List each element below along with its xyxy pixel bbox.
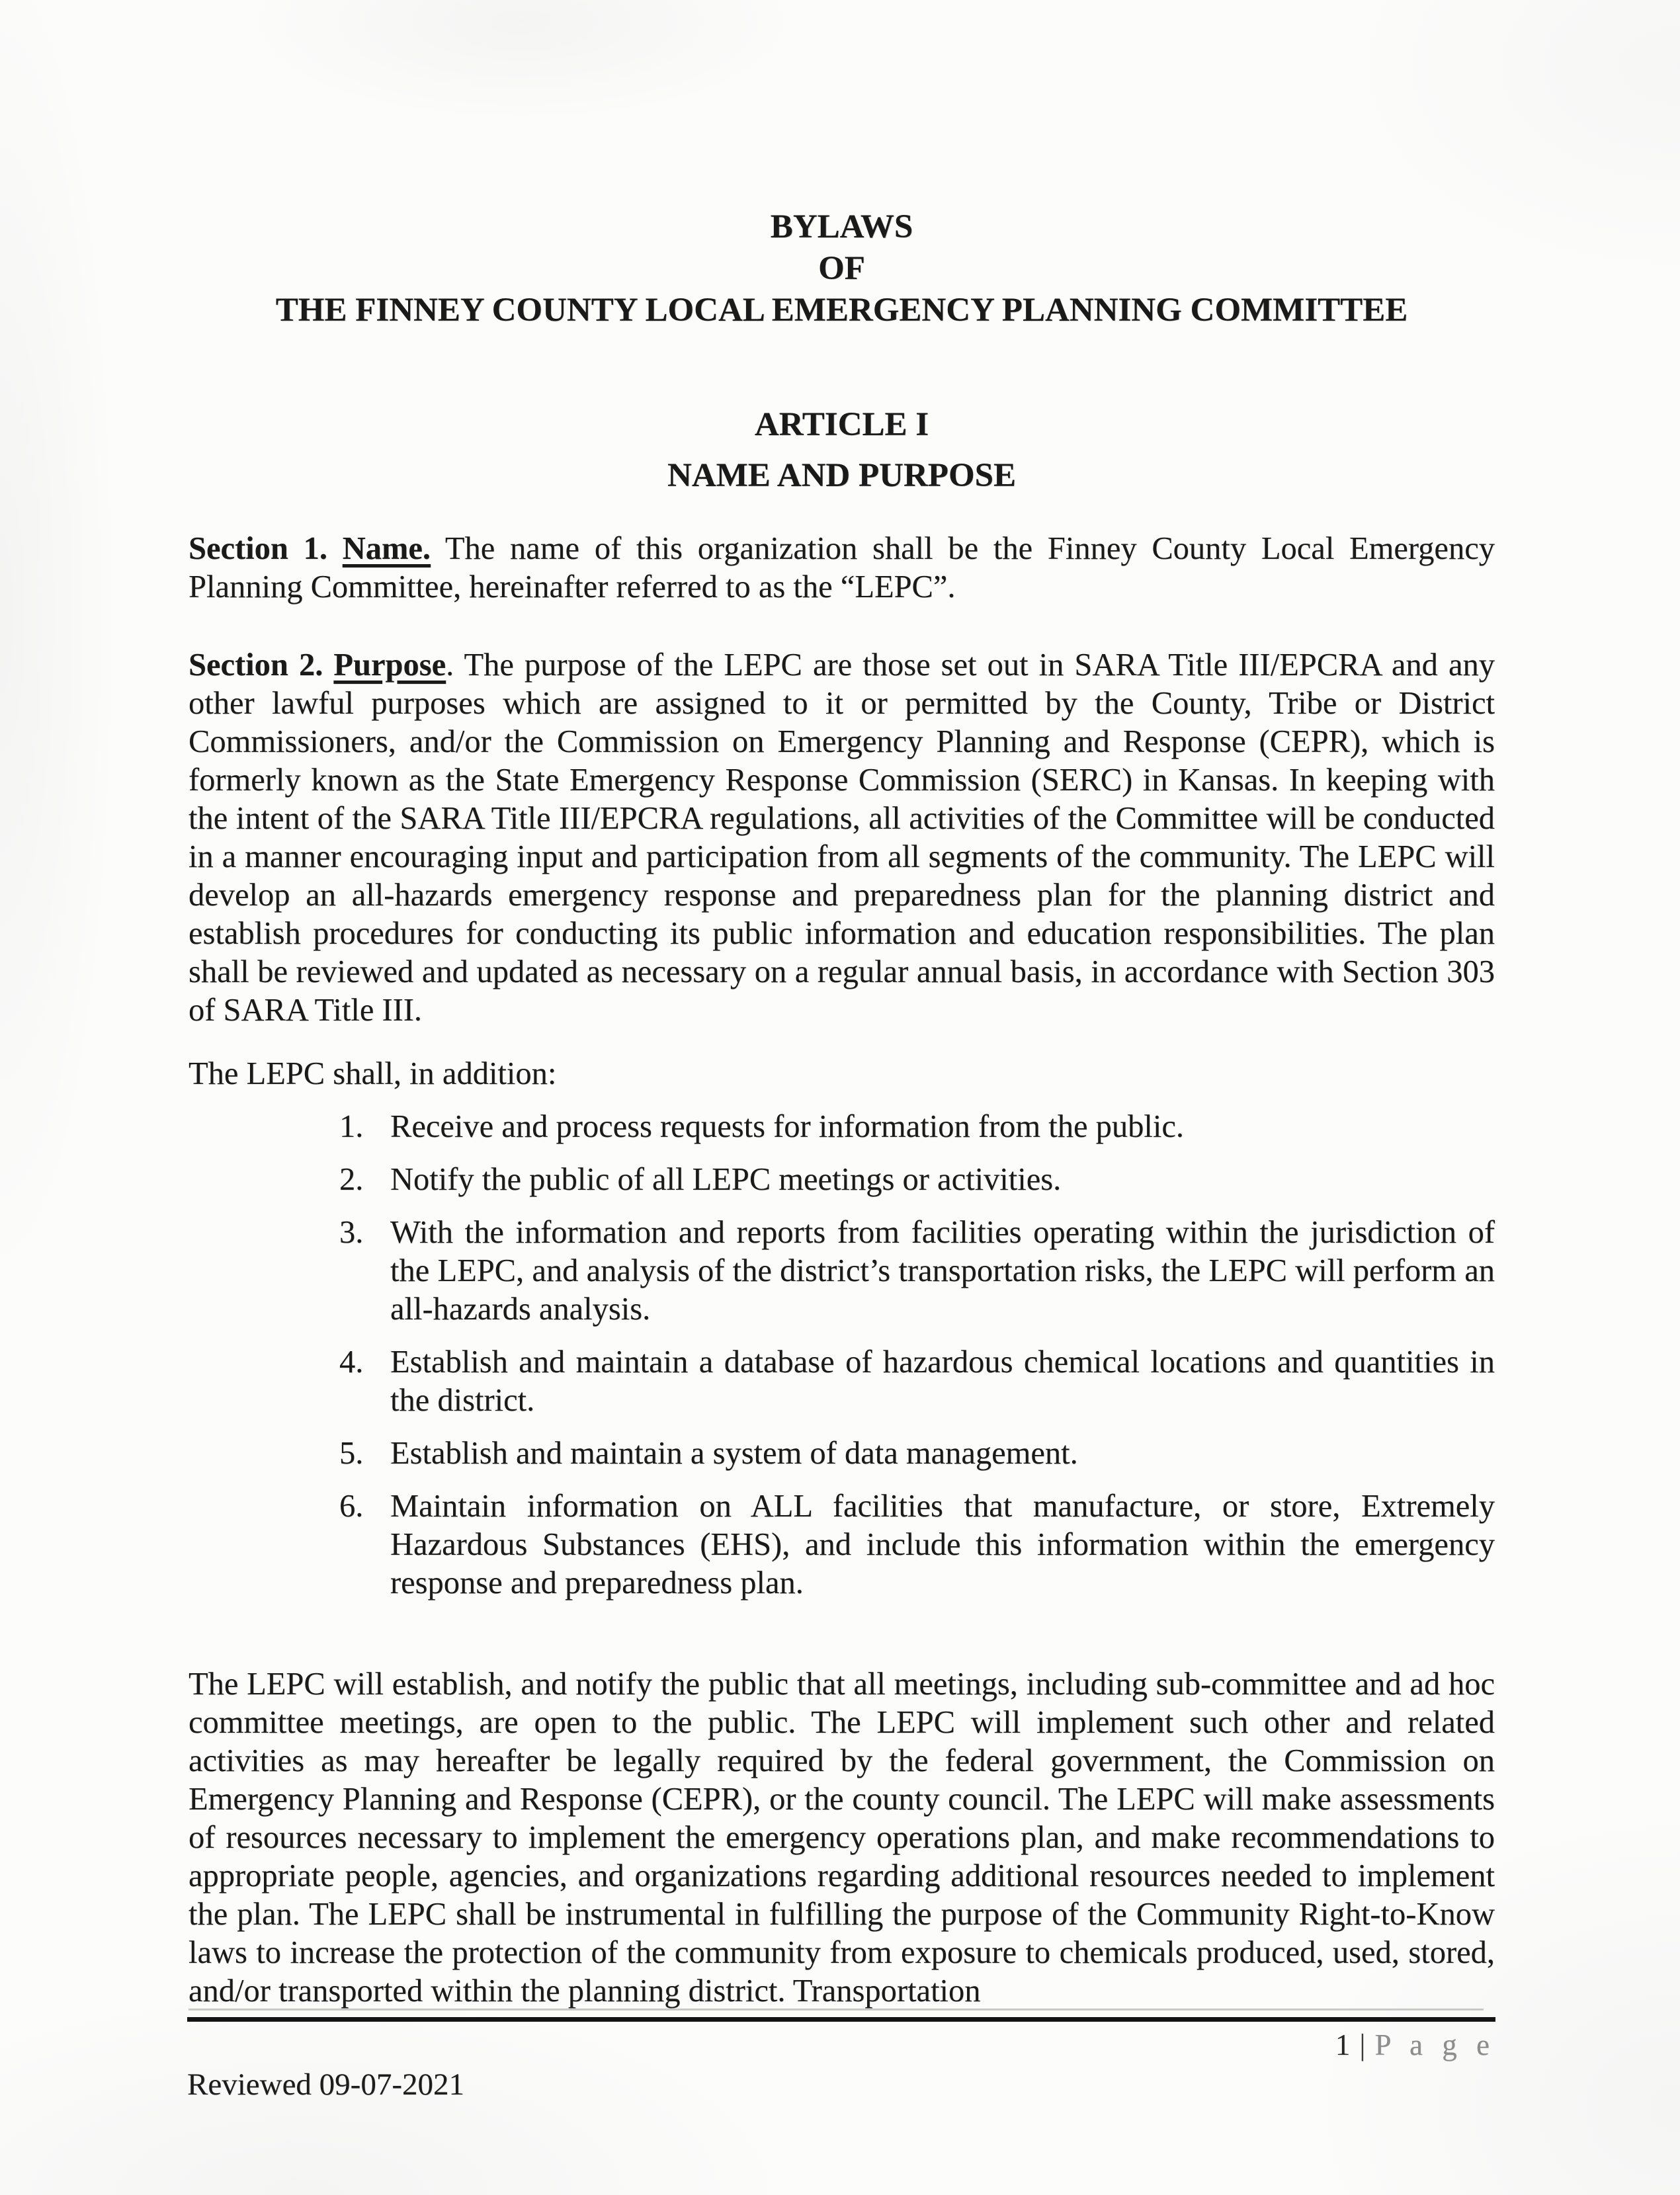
document-title-line-3: THE FINNEY COUNTY LOCAL EMERGENCY PLANNING COMMITTEE xyxy=(275,292,1408,329)
list-item xyxy=(189,1343,1495,1420)
section-1-label: Section 1. xyxy=(189,531,343,566)
list-item-text: Receive and process requests for information from the public. xyxy=(390,1109,1184,1144)
addition-intro: The LEPC shall, in addition: xyxy=(189,1056,557,1091)
section-1-keyword: Name. xyxy=(342,531,431,566)
list-item-text: Establish and maintain a system of data management. xyxy=(390,1436,1078,1471)
page-number-label xyxy=(1335,2028,1495,2062)
footer-divider xyxy=(187,2017,1495,2022)
duties-numbered-list xyxy=(189,1108,1495,1602)
list-item-number: 2. xyxy=(339,1162,364,1197)
list-item xyxy=(189,1487,1495,1602)
section-2-label: Section 2. xyxy=(189,647,334,683)
list-item-number: 3. xyxy=(339,1215,364,1250)
article-heading: ARTICLE I xyxy=(754,406,929,443)
section-2-paragraph xyxy=(189,646,1495,1030)
list-item xyxy=(189,1434,1495,1473)
list-item-number: 4. xyxy=(339,1345,364,1380)
list-item xyxy=(189,1108,1495,1146)
page-word: P a g e xyxy=(1374,2028,1495,2061)
closing-paragraph: The LEPC will establish, and notify the public that all meetings, including sub-committee and ad hoc committee meetings, are open to the public. The LEPC will implement such other and related activities as may hereafter be legally required by the federal government, the Commission on Emergency Planning and Response (CEPR), or the county council. The LEPC will make assessments of resources necessary to implement the emergency operations plan, and make recommendations to appropriate people, agencies, and organizations regarding additional resources needed to implement the plan. The LEPC shall be instrumental in fulfilling the purpose of the Community Right-to-Know laws to increase the protection of the community from exposure to chemicals produced, used, stored, and/or transported within the planning district. Transportation xyxy=(189,1667,1495,2009)
list-item xyxy=(189,1161,1495,1199)
section-2-keyword: Purpose xyxy=(333,647,446,683)
list-item-text: Maintain information on ALL facilities that manufacture, or store, Extremely Hazardous Substances (EHS), and include this information within the emergency response and preparedness plan. xyxy=(390,1489,1495,1600)
list-item-number: 1. xyxy=(339,1109,364,1144)
reviewed-date-note: Reviewed 09-07-2021 xyxy=(187,2067,464,2102)
page-number-separator: | xyxy=(1359,2028,1366,2061)
section-1-text: The name of this organization shall be the Finney County Local Emergency Planning Committee, hereinafter referred to as the “LEPC”. xyxy=(189,531,1495,604)
list-item-number: 5. xyxy=(339,1436,364,1471)
list-item-text: Establish and maintain a database of hazardous chemical locations and quantities in the district. xyxy=(390,1345,1495,1418)
list-item xyxy=(189,1214,1495,1329)
list-item-number: 6. xyxy=(339,1489,364,1524)
document-title-line-2: OF xyxy=(818,250,865,287)
list-item-text: With the information and reports from facilities operating within the jurisdiction of the LEPC, and analysis of the district’s transportation risks, the LEPC will perform an all-hazards analysis. xyxy=(390,1215,1495,1327)
list-item-text: Notify the public of all LEPC meetings or activities. xyxy=(390,1162,1062,1197)
article-subheading: NAME AND PURPOSE xyxy=(667,457,1016,494)
section-1-paragraph xyxy=(189,530,1495,606)
section-2-text: . The purpose of the LEPC are those set out in SARA Title III/EPCRA and any other lawful purposes which are assigned to it or permitted by the County, Tribe or District Commissioners, and/or the Commission on Emergency Planning and Response (CEPR), which is formerly known as the State Emergency Response Commission (SERC) in Kansas. In keeping with the intent of the SARA Title III/EPCRA regulations, all activities of the Committee will be conducted in a manner encouraging input and participation from all segments of the community. The LEPC will develop an all-hazards emergency response and preparedness plan for the planning district and establish procedures for conducting its public information and education responsibilities. The plan shall be reviewed and updated as necessary on a regular annual basis, in accordance with Section 303 of SARA Title III. xyxy=(189,647,1495,1028)
document-body xyxy=(189,206,1495,2010)
document-title-line-1: BYLAWS xyxy=(770,208,913,245)
page-number: 1 xyxy=(1335,2028,1351,2061)
